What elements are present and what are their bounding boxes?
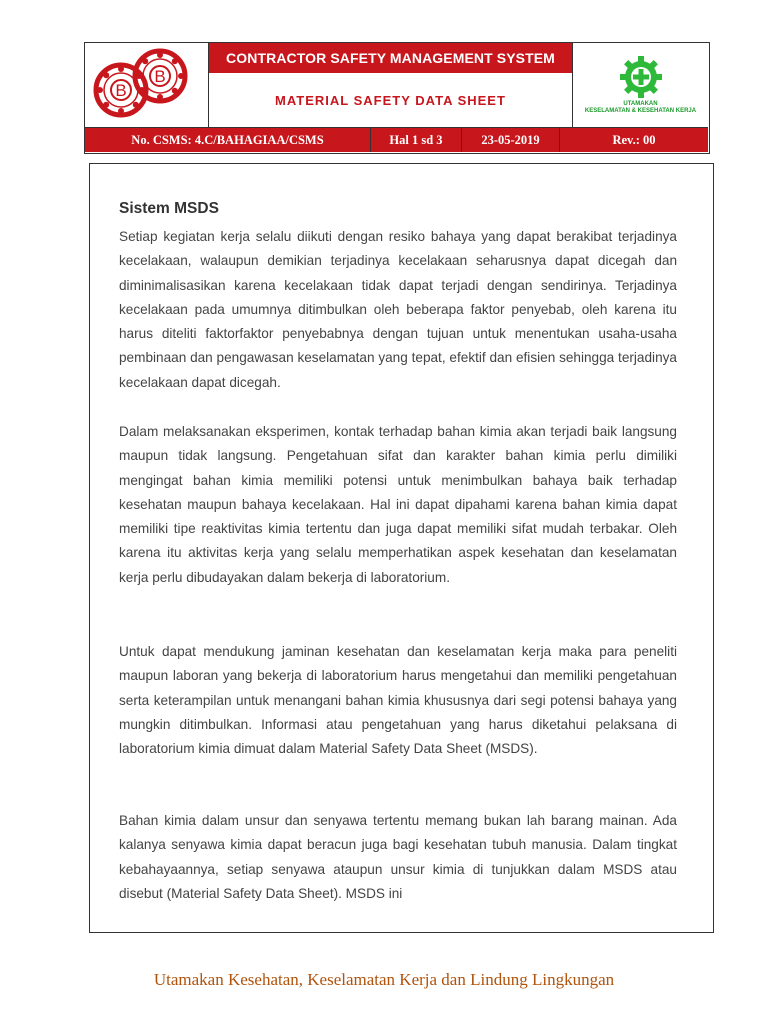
- document-info-row: [85, 127, 708, 152]
- paragraph: Setiap kegiatan kerja selalu diikuti dengan resiko bahaya yang dapat berakibat terjadinya kecelakaan, walaupun demikian terjadinya kecelakaan seharusnya dapat dicegah dan diminimalisasikan karena kecelakaan tidak dapat terjadi dengan sendirinya. Terjadinya kecelakaan pada umumnya ditimbulkan oleh beberapa faktor penyebab, oleh karena itu harus diteliti faktorfaktor penyebabnya dengan tujuan untuk menentukan usaha-usaha pembinaan dan pengawasan keselamatan yang tepat, efektif dan efisien sehingga terjadinya kecelakaan dapat dicegah.: [119, 229, 677, 390]
- section-heading: Sistem MSDS: [119, 200, 219, 217]
- paragraph: Bahan kimia dalam unsur dan senyawa tertentu memang bukan lah barang mainan. Ada kalanya senyawa kimia dapat beracun juga bagi kesehatan tubuh manusia. Dalam tingkat kebahayaannya, setiap senyawa ataupun unsur kimia di tunjukkan dalam MSDS atau disebut (Material Safety Data Sheet). MSDS ini: [119, 813, 677, 901]
- company-logo-cell: [85, 43, 209, 127]
- doc-date: 23-05-2019: [462, 128, 560, 152]
- revision: Rev.: 00: [612, 132, 656, 147]
- bb-logo: [85, 43, 207, 125]
- svg-text:B: B: [154, 67, 166, 86]
- page-indicator: Hal 1 sd 3: [371, 128, 462, 152]
- system-title: CONTRACTOR SAFETY MANAGEMENT SYSTEM: [209, 43, 572, 73]
- title-cell: [209, 43, 573, 127]
- doc-number: No. CSMS: 4.C/BAHAGIAA/CSMS: [85, 128, 371, 152]
- document-title: MATERIAL SAFETY DATA SHEET: [275, 92, 506, 108]
- k3-logo-text: UTAMAKAN KESELAMATAN & KESEHATAN KERJA: [584, 101, 697, 114]
- gear-cross-icon: [619, 55, 663, 99]
- footer-slogan: Utamakan Kesehatan, Keselamatan Kerja dan Lindung Lingkungan: [153, 970, 615, 989]
- content-box: [89, 163, 714, 933]
- svg-text:B: B: [115, 81, 127, 100]
- document-header: [84, 42, 710, 154]
- paragraph: Untuk dapat mendukung jaminan kesehatan dan keselamatan kerja maka para peneliti maupun laboran yang bekerja di laboratorium harus mengetahui dan memiliki pengetahuan serta keterampilan untuk menangani bahan kimia khususnya dari segi potensi bahaya yang mungkin ditimbulkan. Informasi atau pengetahuan yang harus diketahui pelaksana di laboratorium kimia dimuat dalam Material Safety Data Sheet (MSDS).: [119, 644, 677, 757]
- paragraph: Dalam melaksanakan eksperimen, kontak terhadap bahan kimia akan terjadi baik langsung maupun tidak langsung. Pengetahuan sifat dan karakter bahan kimia perlu dimiliki mengingat bahan kimia memiliki potensi untuk menimbulkan bahaya baik terhadap kesehatan maupun bahaya kecelakaan. Hal ini dapat dipahami karena bahan kimia dapat memiliki tipe reaktivitas kimia tertentu dan juga dapat memiliki sifat mudah terbakar. Oleh karena itu aktivitas kerja yang selalu memperhatikan aspek kesehatan dan keselamatan kerja perlu dibudayakan dalam bekerja di laboratorium.: [119, 424, 677, 585]
- k3-logo-cell: [573, 43, 708, 127]
